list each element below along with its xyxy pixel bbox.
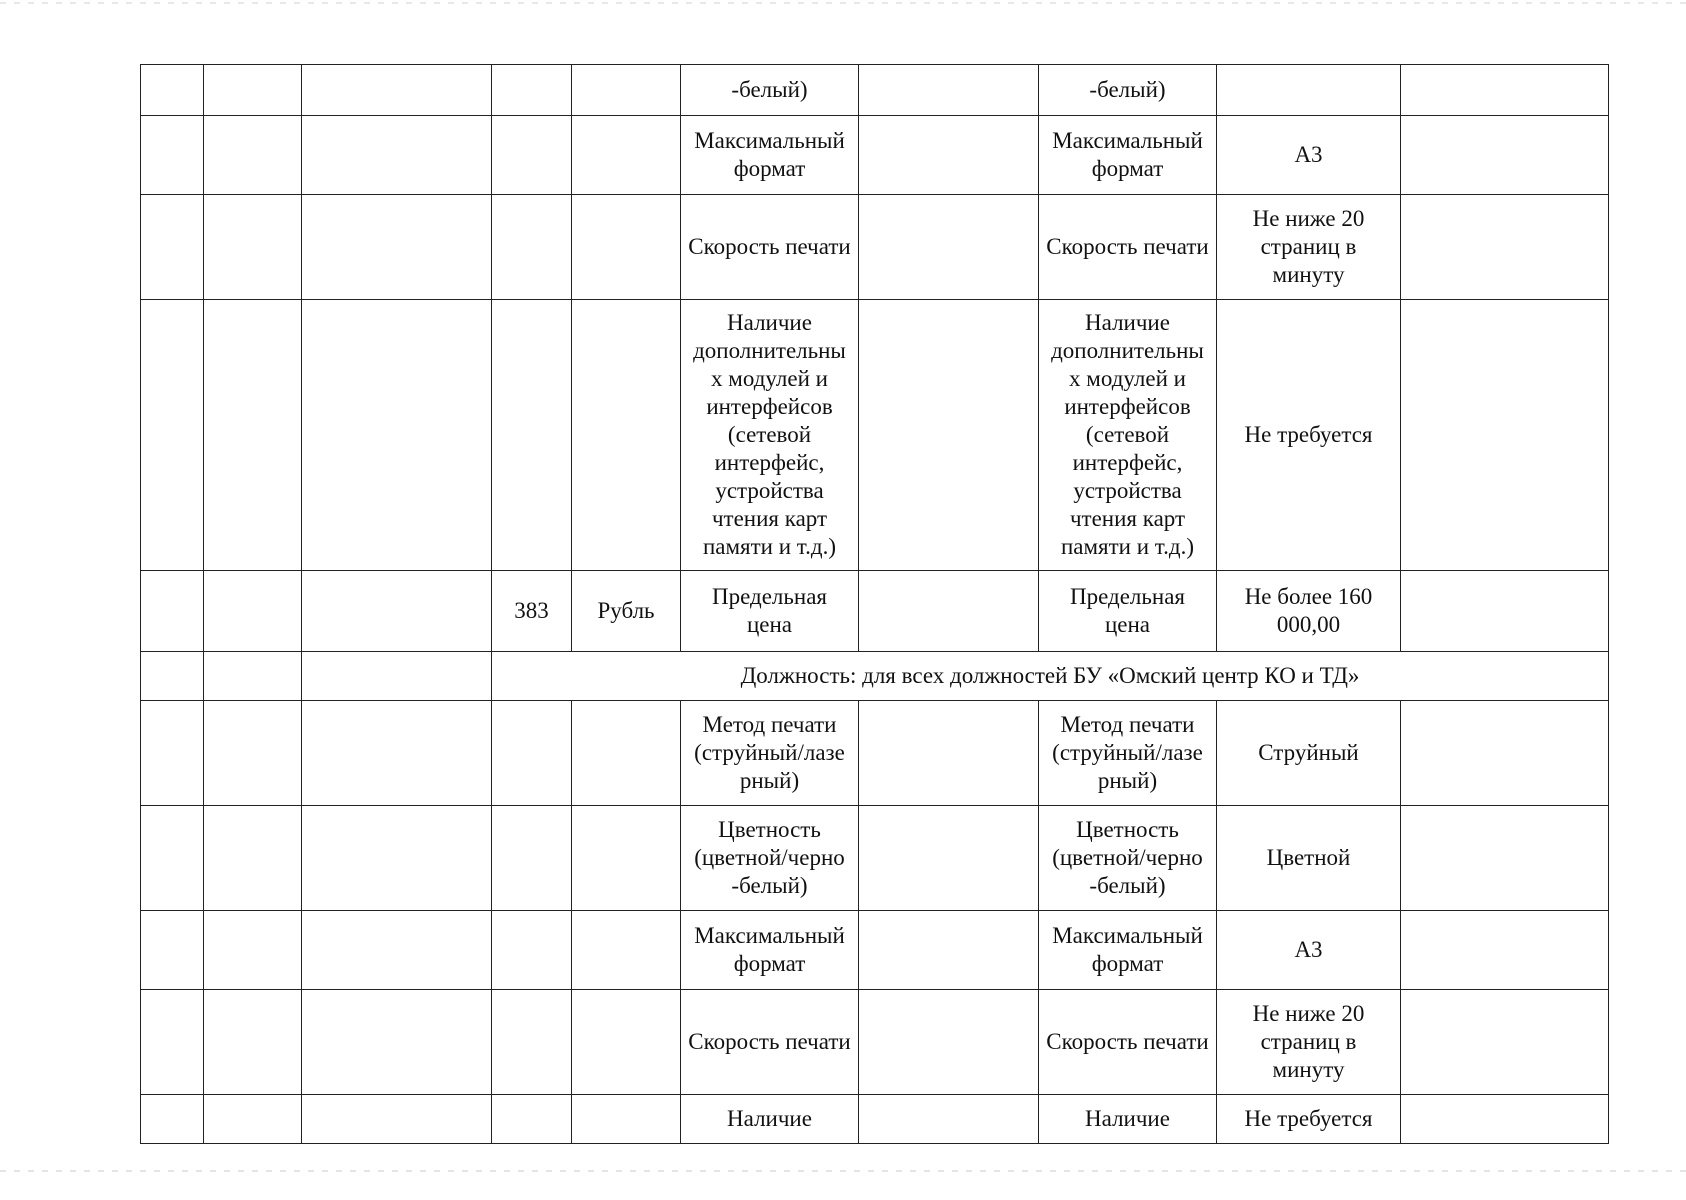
section-row: [141, 652, 1609, 701]
characteristic-name-cell: Скорость печати: [681, 195, 859, 300]
table-row: [141, 990, 1609, 1095]
characteristic-name-cell: Максимальный формат: [1039, 116, 1217, 195]
characteristic-value-cell: А3: [1217, 116, 1401, 195]
characteristic-name-cell: Метод печати (струйный/лазе рный): [681, 701, 859, 806]
okei-code-cell: 383: [492, 571, 572, 652]
table-row: [141, 806, 1609, 911]
table-row: [141, 65, 1609, 116]
characteristic-value-cell: Не ниже 20 страниц в минуту: [1217, 990, 1401, 1095]
characteristic-name-cell: Скорость печати: [1039, 990, 1217, 1095]
characteristic-name-cell: Предельная цена: [681, 571, 859, 652]
characteristic-value-cell: Не требуется: [1217, 300, 1401, 571]
unit-name-cell: Рубль: [572, 571, 681, 652]
characteristic-name-cell: -белый): [1039, 65, 1217, 116]
characteristic-name-cell: Максимальный формат: [681, 911, 859, 990]
characteristic-value-cell: А3: [1217, 911, 1401, 990]
characteristic-value-cell: Цветной: [1217, 806, 1401, 911]
characteristic-name-cell: Наличие: [681, 1095, 859, 1144]
characteristic-value-cell: Не требуется: [1217, 1095, 1401, 1144]
characteristic-name-cell: Максимальный формат: [1039, 911, 1217, 990]
table-row: [141, 300, 1609, 571]
scan-artifact-top: [0, 2, 1686, 4]
requirements-table: [140, 64, 1609, 1144]
characteristic-name-cell: Метод печати (струйный/лазе рный): [1039, 701, 1217, 806]
characteristic-name-cell: Цветность (цветной/черно -белый): [1039, 806, 1217, 911]
characteristic-name-cell: Максимальный формат: [681, 116, 859, 195]
table-row: [141, 116, 1609, 195]
characteristic-name-cell: Скорость печати: [681, 990, 859, 1095]
characteristic-value-cell: Не более 160 000,00: [1217, 571, 1401, 652]
characteristic-value-cell: Не ниже 20 страниц в минуту: [1217, 195, 1401, 300]
table-row: [141, 911, 1609, 990]
characteristic-name-cell: Цветность (цветной/черно -белый): [681, 806, 859, 911]
scan-artifact-bottom: [0, 1170, 1686, 1172]
characteristic-value-cell: Струйный: [1217, 701, 1401, 806]
characteristic-name-cell: Наличие дополнительны х модулей и интерфейсов (сетевой интерфейс, устройства чтения карт памяти и т.д.): [1039, 300, 1217, 571]
characteristic-name-cell: Наличие: [1039, 1095, 1217, 1144]
characteristic-value-cell: [1217, 65, 1401, 116]
characteristic-name-cell: Скорость печати: [1039, 195, 1217, 300]
characteristic-name-cell: Предельная цена: [1039, 571, 1217, 652]
position-heading: Должность: для всех должностей БУ «Омский центр КО и ТД»: [492, 652, 1609, 701]
table-row: [141, 195, 1609, 300]
characteristic-name-cell: -белый): [681, 65, 859, 116]
table-row: [141, 571, 1609, 652]
table-row: [141, 701, 1609, 806]
table-row: [141, 1095, 1609, 1144]
characteristic-name-cell: Наличие дополнительны х модулей и интерфейсов (сетевой интерфейс, устройства чтения карт памяти и т.д.): [681, 300, 859, 571]
